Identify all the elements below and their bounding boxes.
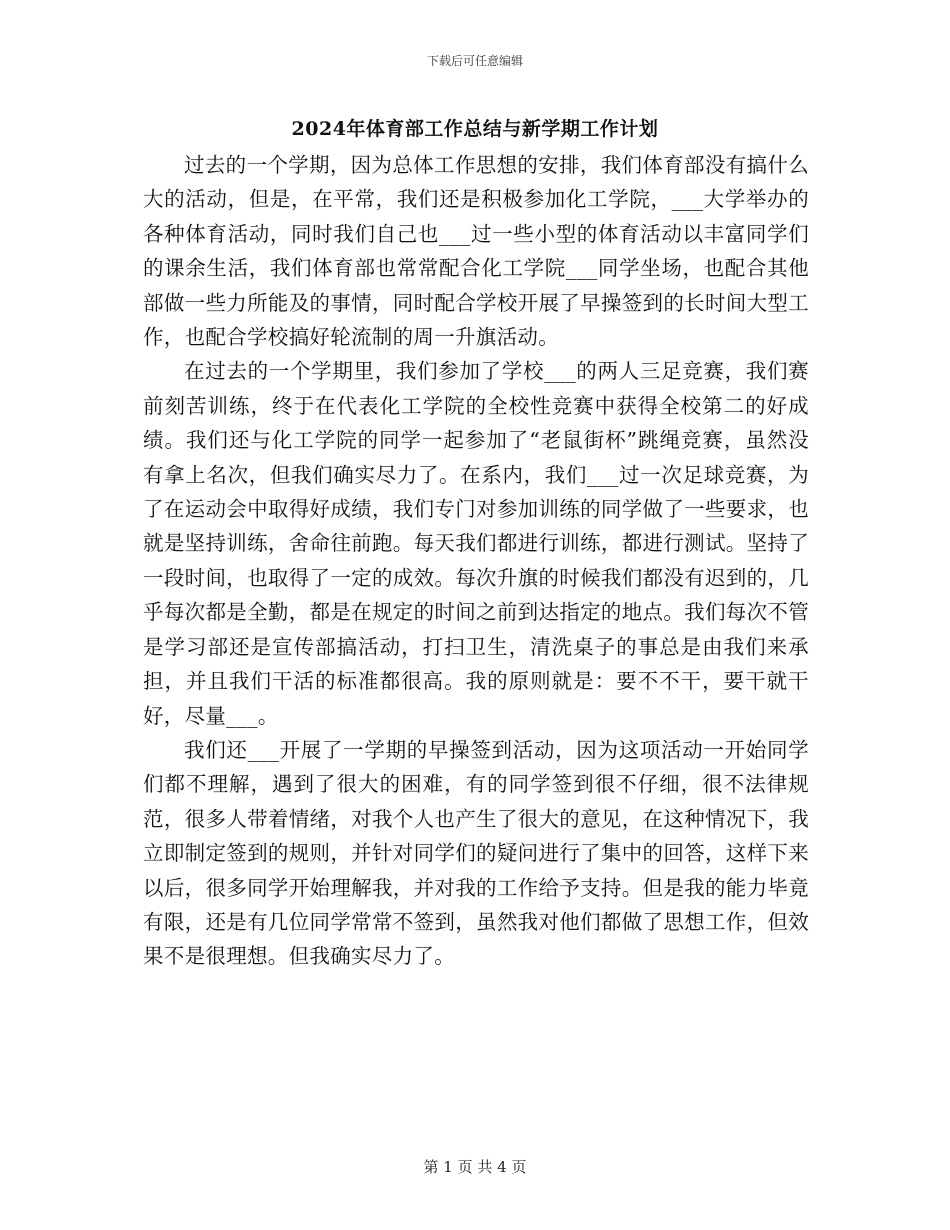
paragraph: 过去的一个学期，因为总体工作思想的安排，我们体育部没有搞什么大的活动，但是，在平常，我们还是积极参加化工学院，___大学举办的各种体育活动，同时我们自己也___过一些小型的体育活动以丰富同学们的课余生活，我们体育部也常常配合化工学院___同学坐场，也配合其他部做一些力所能及的事情，同时配合学校开展了早操签到的长时间大型工作，也配合学校搞好轮流制的周一升旗活动。 [143, 153, 809, 350]
paragraph: 我们还___开展了一学期的早操签到活动，因为这项活动一开始同学们都不理解，遇到了很大的困难，有的同学签到很不仔细，很不法律规范，很多人带着情绪，对我个人也产生了很大的意见，在这种情况下，我立即制定签到的规则，并针对同学们的疑问进行了集中的回答，这样下来以后，很多同学开始理解我，并对我的工作给予支持。但是我的能力毕竟有限，还是有几位同学常常不签到，虽然我对他们都做了思想工作，但效果不是很理想。但我确实尽力了。 [143, 737, 809, 969]
document-title: 2024年体育部工作总结与新学期工作计划 [291, 118, 659, 140]
page-header-note: 下载后可任意编辑 [426, 54, 523, 68]
document-body [143, 148, 809, 974]
paragraph: 在过去的一个学期里，我们参加了学校___的两人三足竞赛，我们赛前刻苦训练，终于在代表化工学院的全校性竞赛中获得全校第二的好成绩。我们还与化工学院的同学一起参加了“老鼠街杯”跳绳竞赛，虽然没有拿上名次，但我们确实尽力了。在系内，我们___过一次足球竞赛，为了在运动会中取得好成绩，我们专门对参加训练的同学做了一些要求，也就是坚持训练，舍命往前跑。每天我们都进行训练，都进行测试。坚持了一段时间，也取得了一定的成效。每次升旗的时候我们都没有迟到的，几乎每次都是全勤，都是在规定的时间之前到达指定的地点。我们每次不管是学习部还是宣传部搞活动，打扫卫生，清洗桌子的事总是由我们来承担，并且我们干活的标准都很高。我的原则就是：要不不干，要干就干好，尽量___。 [143, 359, 809, 728]
page-number: 第 1 页 共 4 页 [423, 1158, 527, 1176]
